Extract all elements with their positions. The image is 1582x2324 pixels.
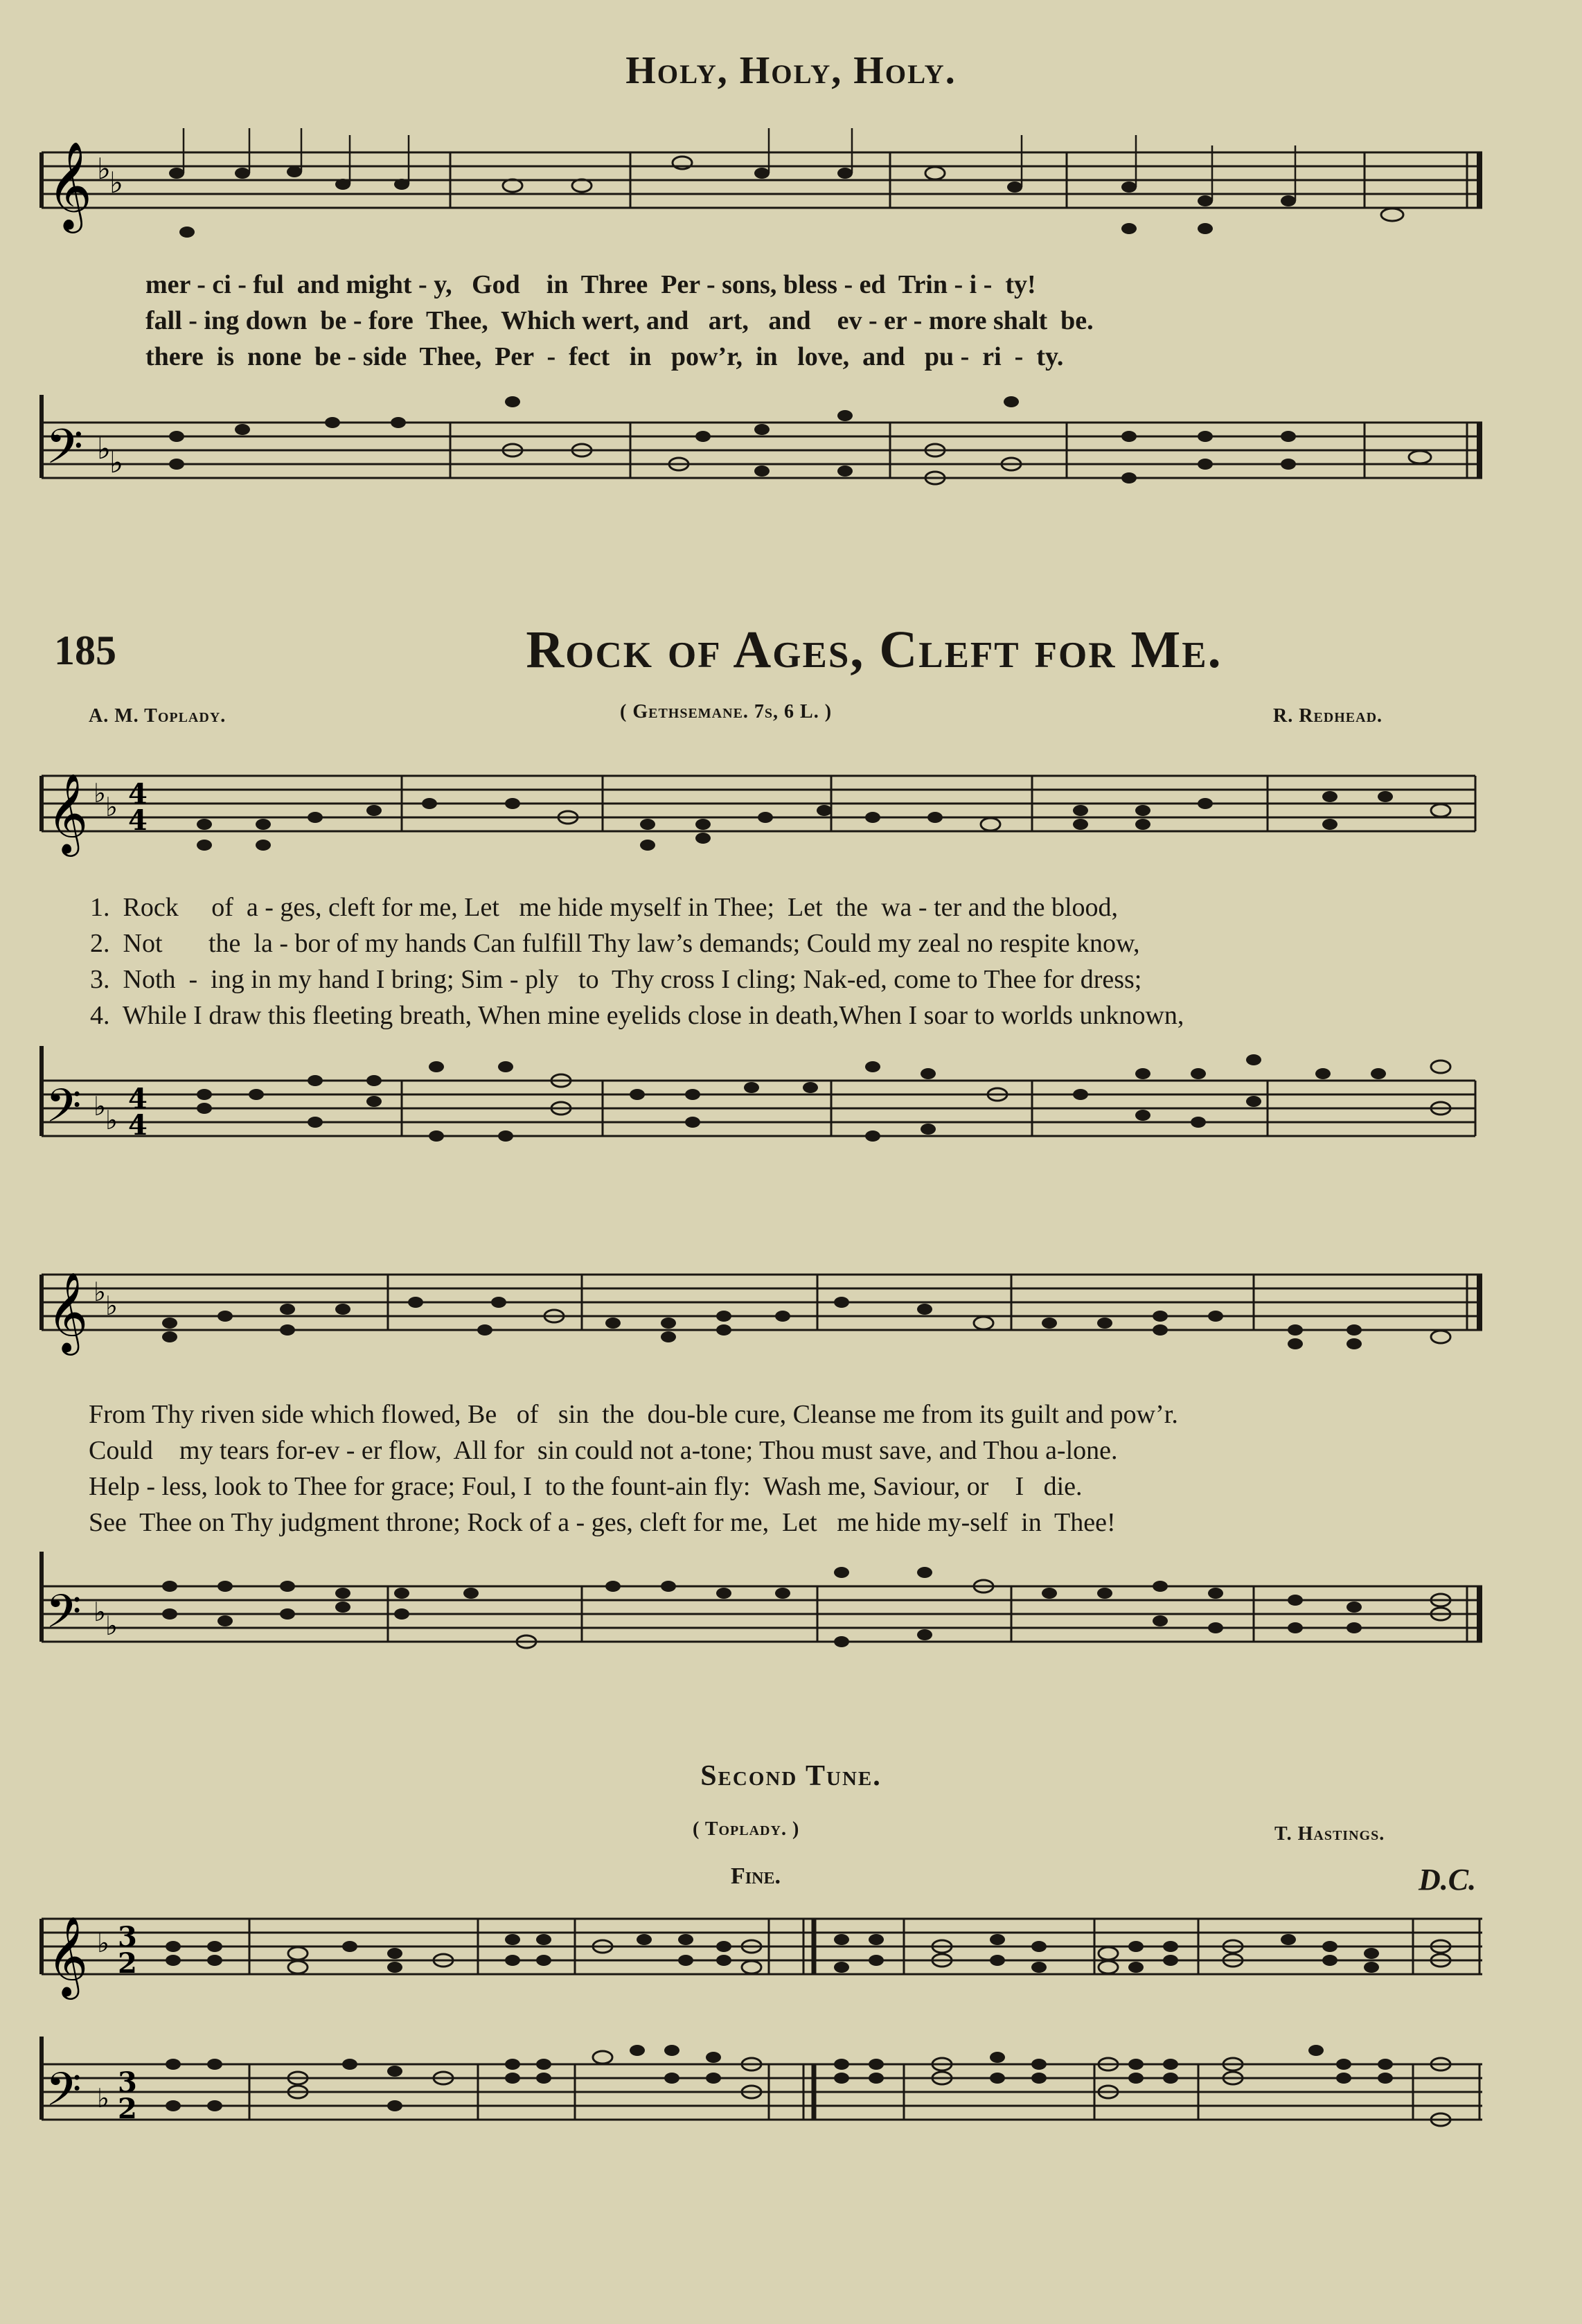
verse-3-part-1: 3. Noth - ing in my hand I bring; Sim - ply to Thy cross I cling; Nak-ed, come to Thee for dress;	[90, 965, 1142, 994]
verse-1-part-2: From Thy riven side which flowed, Be of sin the dou-ble cure, Cleanse me from its guilt and pow’r.	[89, 1400, 1178, 1429]
staff-treble-second-tune	[28, 1898, 1496, 2016]
svg-text:♭: ♭	[109, 445, 123, 479]
svg-text:𝄞: 𝄞	[47, 141, 93, 229]
staff-treble-185-b	[28, 1254, 1496, 1378]
lyric-holy-line-1: mer - ci - ful and might - y, God in Three Per - sons, bless - ed Trin - i - ty!	[145, 270, 1036, 299]
svg-text:4: 4	[128, 1109, 148, 1142]
lyric-holy-line-2: fall - ing down be - fore Thee, Which wert, and art, and ev - er - more shalt be.	[145, 306, 1094, 335]
svg-text:𝄢: 𝄢	[46, 2063, 82, 2127]
svg-text:3: 3	[118, 2066, 137, 2099]
fine-marking: Fine.	[731, 1863, 781, 1889]
verse-1-part-1: 1. Rock of a - ges, cleft for me, Let me hide myself in Thee; Let the wa - ter and the blood,	[90, 893, 1119, 922]
svg-text:♭: ♭	[94, 1277, 106, 1307]
staff-bass-185-a	[28, 1046, 1496, 1185]
dc-marking: D.C.	[1419, 1863, 1477, 1897]
second-tune-name: ( Toplady. )	[693, 1818, 800, 1840]
svg-text:4: 4	[128, 804, 148, 837]
hymn-title-rock-of-ages: Rock of Ages, Cleft for Me.	[526, 621, 1223, 679]
verse-2-part-1: 2. Not the la - bor of my hands Can fulfill Thy law’s demands; Could my zeal no respite know,	[90, 929, 1140, 958]
svg-text:♭: ♭	[105, 1611, 118, 1641]
svg-text:♭: ♭	[97, 152, 111, 186]
svg-text:𝄞: 𝄞	[47, 1915, 89, 1996]
svg-text:♭: ♭	[105, 792, 118, 822]
staff-treble-185-a	[28, 755, 1496, 880]
lyric-holy-line-3: there is none be - side Thee, Per - fect in pow’r, in love, and pu - ri - ty.	[145, 342, 1064, 371]
verse-4-part-1: 4. While I draw this fleeting breath, When mine eyelids close in death,When I soar to worlds unknown,	[90, 1001, 1184, 1030]
svg-text:4: 4	[128, 1083, 148, 1115]
svg-text:♭: ♭	[97, 1928, 109, 1958]
verse-4-part-2: See Thee on Thy judgment throne; Rock of a - ges, cleft for me, Let me hide my-self in Thee!	[89, 1508, 1116, 1537]
svg-text:♭: ♭	[94, 778, 106, 808]
svg-text:♭: ♭	[109, 166, 123, 199]
staff-treble-holy	[28, 125, 1496, 263]
svg-text:2: 2	[118, 2093, 137, 2125]
second-tune-heading: Second Tune.	[700, 1760, 882, 1792]
svg-text:♭: ♭	[105, 1290, 118, 1321]
svg-text:𝄢: 𝄢	[46, 1079, 82, 1144]
staff-bass-second-tune	[28, 2037, 1496, 2161]
svg-text:𝄞: 𝄞	[47, 1271, 89, 1352]
tune-name: ( Gethsemane. 7s, 6 L. )	[620, 701, 833, 722]
svg-text:4: 4	[128, 778, 148, 810]
hymn-title-holy: Holy, Holy, Holy.	[625, 49, 957, 92]
staff-bass-185-b	[28, 1552, 1496, 1690]
svg-text:2: 2	[118, 1947, 137, 1980]
hymn-number: 185	[54, 628, 116, 673]
verse-2-part-2: Could my tears for-ev - er flow, All for sin could not a-tone; Thou must save, and Thou a-lone.	[89, 1436, 1118, 1465]
svg-text:♭: ♭	[97, 432, 111, 465]
svg-text:𝄢: 𝄢	[46, 418, 84, 486]
svg-text:3: 3	[118, 1921, 137, 1953]
svg-text:𝄞: 𝄞	[47, 772, 89, 853]
staff-bass-holy	[28, 395, 1496, 533]
svg-text:𝄢: 𝄢	[46, 1585, 82, 1649]
author-credit: A. M. Toplady.	[89, 705, 226, 727]
verse-3-part-2: Help - less, look to Thee for grace; Foul, I to the fount-ain fly: Wash me, Saviour, or I die.	[89, 1472, 1083, 1501]
svg-text:♭: ♭	[97, 2083, 109, 2113]
composer-credit: R. Redhead.	[1273, 705, 1383, 727]
svg-text:♭: ♭	[105, 1105, 118, 1135]
second-tune-composer: T. Hastings.	[1274, 1823, 1385, 1845]
svg-text:♭: ♭	[94, 1597, 106, 1627]
svg-text:♭: ♭	[94, 1091, 106, 1121]
